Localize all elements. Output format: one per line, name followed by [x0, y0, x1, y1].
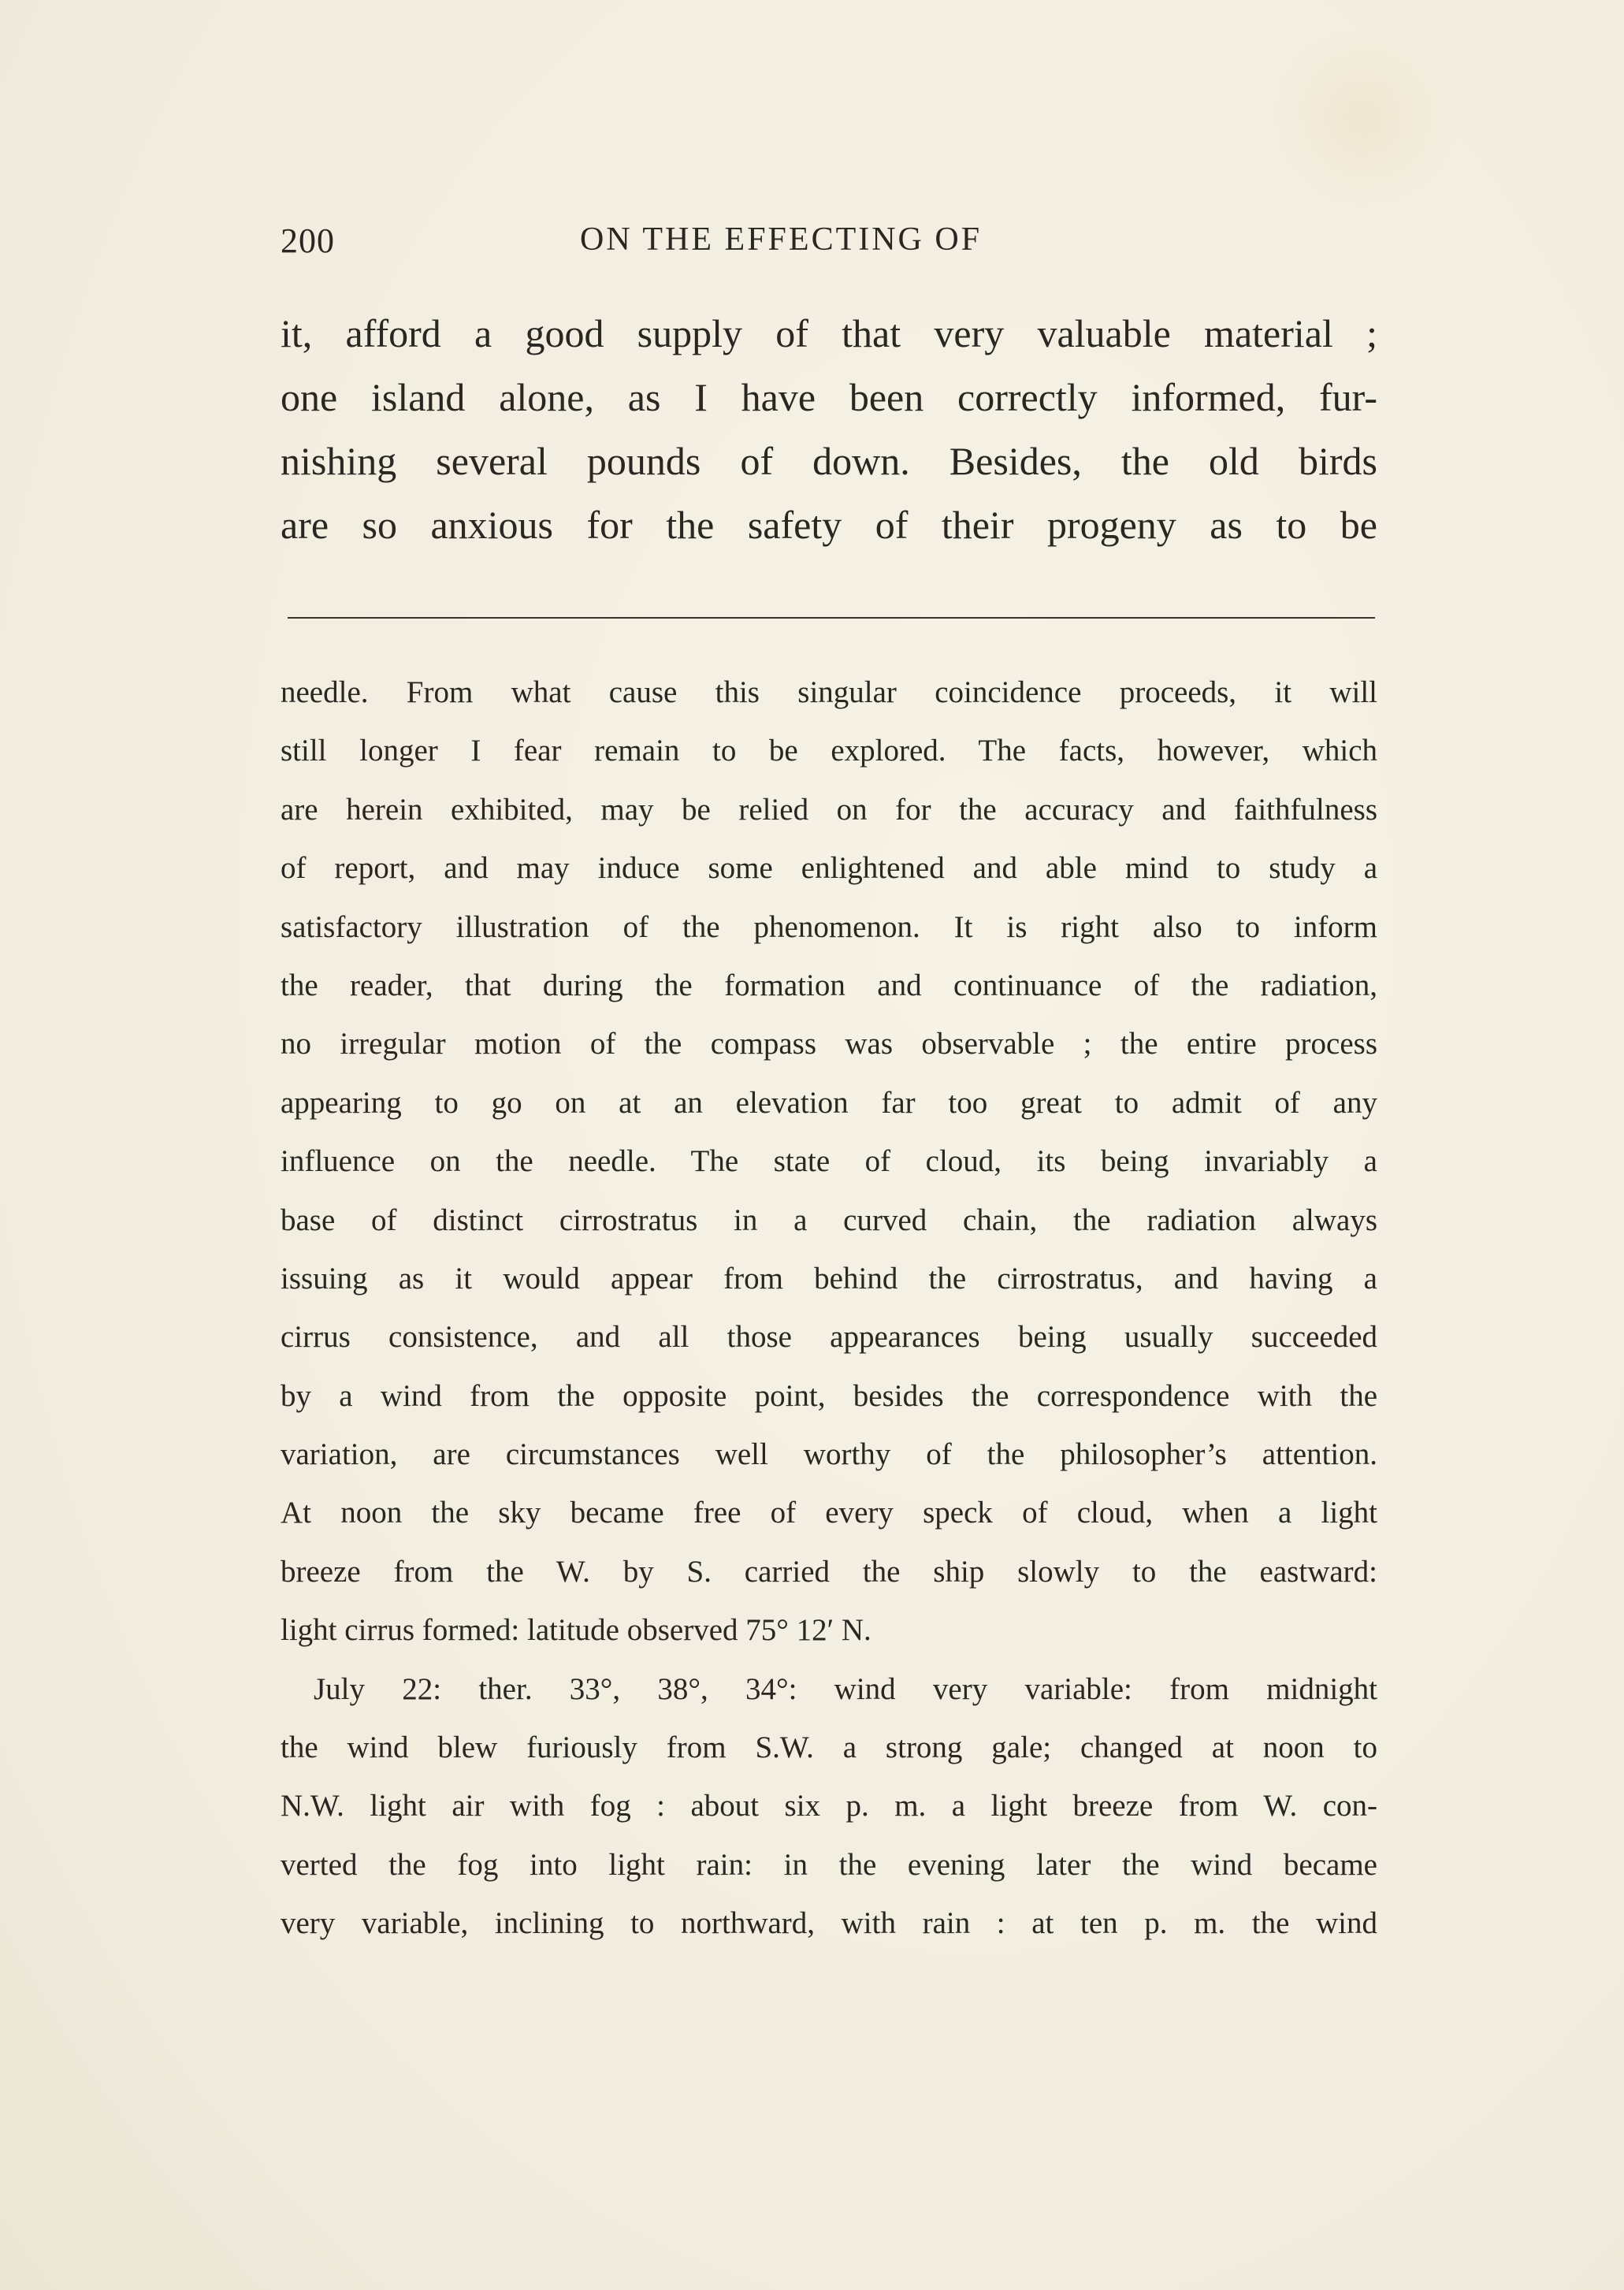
footnote-line: July 22: ther. 33°, 38°, 34°: wind very variable: from midnight	[314, 1671, 1377, 1706]
footnote-line: needle. From what cause this singular coincidence proceeds, it will	[281, 675, 1377, 709]
footnote-line: influence on the needle. The state of cloud, its being invariably a	[281, 1144, 1377, 1179]
footnote-line: the reader, that during the formation and continuance of the radiation,	[281, 968, 1377, 1002]
footnote-line: light cirrus formed: latitude observed 75° 12′ N.	[281, 1613, 871, 1648]
footnote-line: still longer I fear remain to be explored. The facts, however, which	[281, 734, 1377, 768]
footnote-line: cirrus consistence, and all those appearances being usually succeeded	[281, 1320, 1377, 1355]
paper-stain	[1261, 32, 1466, 205]
footnote-line: appearing to go on at an elevation far too great to admit of any	[281, 1085, 1377, 1120]
running-title: ON THE EFFECTING OF	[580, 221, 983, 258]
main-text	[281, 309, 1377, 564]
footnote-line: At noon the sky became free of every speck of cloud, when a light	[281, 1496, 1377, 1530]
footnote-line: verted the fog into light rain: in the evening later the wind became	[281, 1847, 1377, 1882]
footnote-line: base of distinct cirrostratus in a curved chain, the radiation always	[281, 1203, 1377, 1237]
footnote-line: N.W. light air with fog : about six p. m. a light breeze from W. con-	[281, 1789, 1377, 1823]
text-line: are so anxious for the safety of their progeny as to be	[281, 503, 1377, 547]
footnote-line: very variable, inclining to northward, with rain : at ten p. m. the wind	[281, 1906, 1377, 1941]
footnote-line: are herein exhibited, may be relied on for the accuracy and faithfulness	[281, 792, 1377, 827]
footnote-line: of report, and may induce some enlightened and able mind to study a	[281, 851, 1377, 886]
page-number: 200	[281, 221, 335, 260]
footnote-line: the wind blew furiously from S.W. a strong gale; changed at noon to	[281, 1731, 1377, 1765]
footnote-line: satisfactory illustration of the phenomenon. It is right also to inform	[281, 909, 1377, 944]
footnote-line: breeze from the W. by S. carried the ship slowly to the eastward:	[281, 1554, 1377, 1589]
footnote-line: issuing as it would appear from behind the cirrostratus, and having a	[281, 1261, 1377, 1296]
footnote-text	[281, 671, 1377, 1961]
footnote-divider	[288, 617, 1375, 619]
footnote-line: variation, are circumstances well worthy of the philosopher’s attention.	[281, 1437, 1377, 1472]
text-line: nishing several pounds of down. Besides, the old birds	[281, 439, 1377, 483]
text-line: one island alone, as I have been correctly informed, fur-	[281, 375, 1377, 419]
footnote-line: no irregular motion of the compass was observable ; the entire process	[281, 1027, 1377, 1061]
footnote-line: by a wind from the opposite point, besides the correspondence with the	[281, 1378, 1377, 1413]
text-line: it, afford a good supply of that very valuable material ;	[281, 311, 1377, 355]
running-head	[281, 221, 1377, 268]
